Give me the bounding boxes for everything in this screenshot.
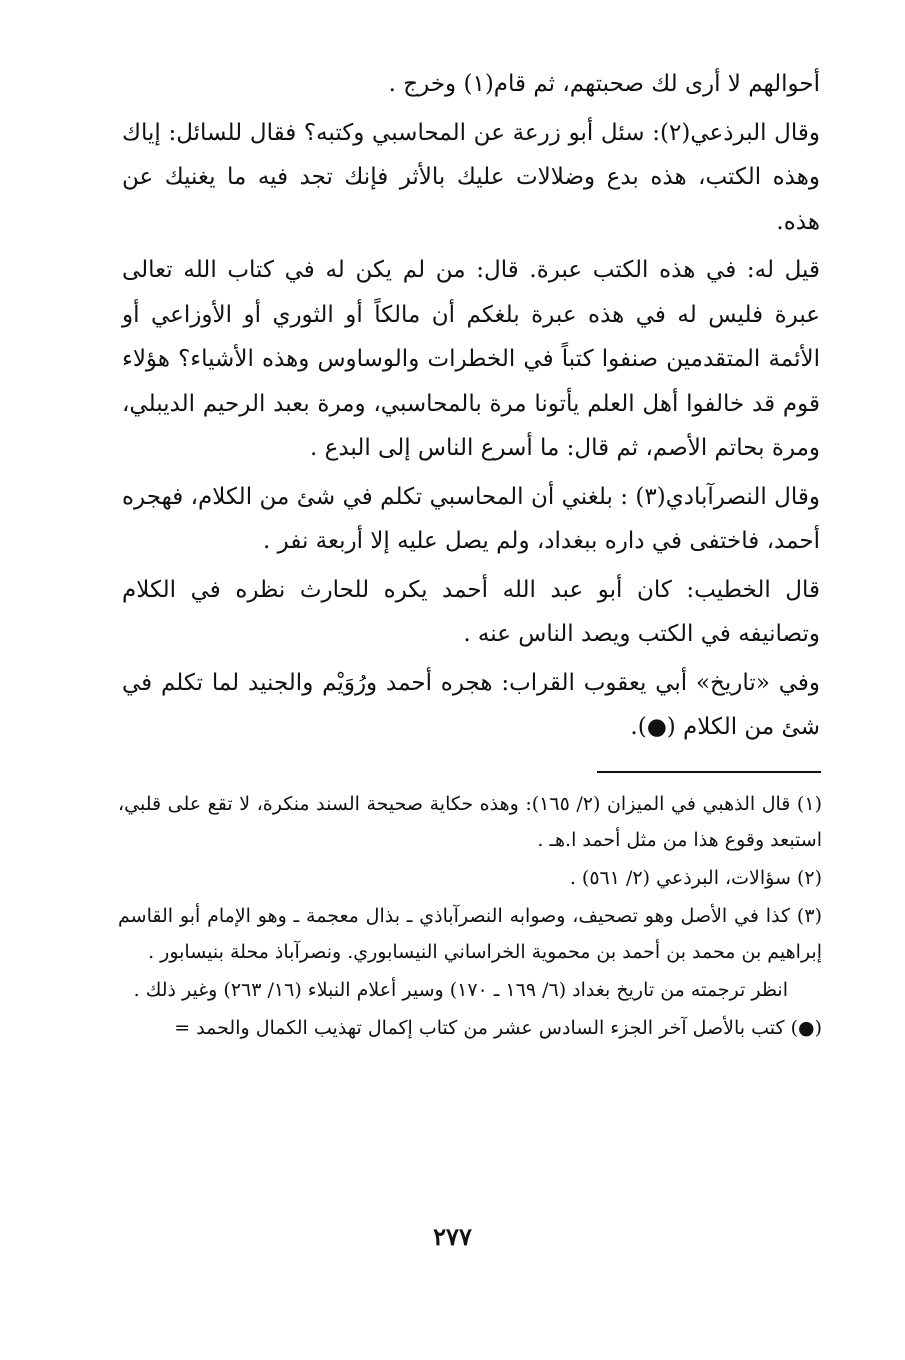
page-number: ٢٧٧ bbox=[433, 1222, 472, 1251]
footnote: (●) كتب بالأصل آخر الجزء السادس عشر من كتاب إكمال تهذيب الكمال والحمد = bbox=[174, 1017, 822, 1039]
footnote: (٣) كذا في الأصل وهو تصحيف، وصوابه النصرآباذي ـ بذال معجمة ـ وهو الإمام أبو القاسم إبراهيم بن محمد بن أحمد بن محموية الخراساني النيسابوري. ونصرآباذ محلة بنيسابور . bbox=[118, 905, 822, 963]
paragraph: وفي «تاريخ» أبي يعقوب القراب: هجره أحمد ورُوَيْم والجنيد لما تكلم في شئ من الكلام (●). bbox=[122, 669, 820, 740]
paragraph: قال الخطيب: كان أبو عبد الله أحمد يكره للحارث نظره في الكلام وتصانيفه في الكتب ويصد الناس عنه . bbox=[122, 576, 820, 647]
footnote-divider bbox=[597, 771, 821, 773]
paragraph: وقال النصرآبادي(٣) : بلغني أن المحاسبي تكلم في شئ من الكلام، فهجره أحمد، فاختفى في داره ببغداد، ولم يصل عليه إلا أربعة نفر . bbox=[122, 483, 820, 554]
paragraph: أحوالهم لا أرى لك صحبتهم، ثم قام(١) وخرج . bbox=[388, 71, 820, 97]
paragraph: وقال البرذعي(٢): سئل أبو زرعة عن المحاسبي وكتبه؟ فقال للسائل: إياك وهذه الكتب، هذه بدع وضلالات عليك بالأثر فإنك تجد فيه ما يغنيك عن هذه. bbox=[122, 119, 820, 235]
main-text bbox=[122, 62, 820, 754]
paragraph: قيل له: في هذه الكتب عبرة. قال: من لم يكن له في كتاب الله تعالى عبرة فليس له في هذه عبرة بلغكم أن مالكاً أو الثوري أو الأوزاعي أو الأئمة المتقدمين صنفوا كتباً في الخطرات والوساوس وهذه الأشياء؟ هؤلاء قوم قد خالفوا أهل العلم يأتونا مرة بالمحاسبي، ومرة بعبد الرحيم الديبلي، ومرة بحاتم الأصم، ثم قال: ما أسرع الناس إلى البدع . bbox=[122, 257, 820, 461]
footnote: (١) قال الذهبي في الميزان (٢/ ١٦٥): وهذه حكاية صحيحة السند منكرة، لا تقع على قلبي، استبعد وقوع هذا من مثل أحمد ا.هـ . bbox=[118, 793, 822, 851]
footnotes bbox=[118, 786, 822, 1048]
footnote: (٢) سؤالات، البرذعي (٢/ ٥٦١) . bbox=[569, 867, 822, 889]
footnote-continuation: انظر ترجمته من تاريخ بغداد (٦/ ١٦٩ ـ ١٧٠) وسير أعلام النبلاء (١٦/ ٢٦٣) وغير ذلك . bbox=[133, 979, 788, 1001]
